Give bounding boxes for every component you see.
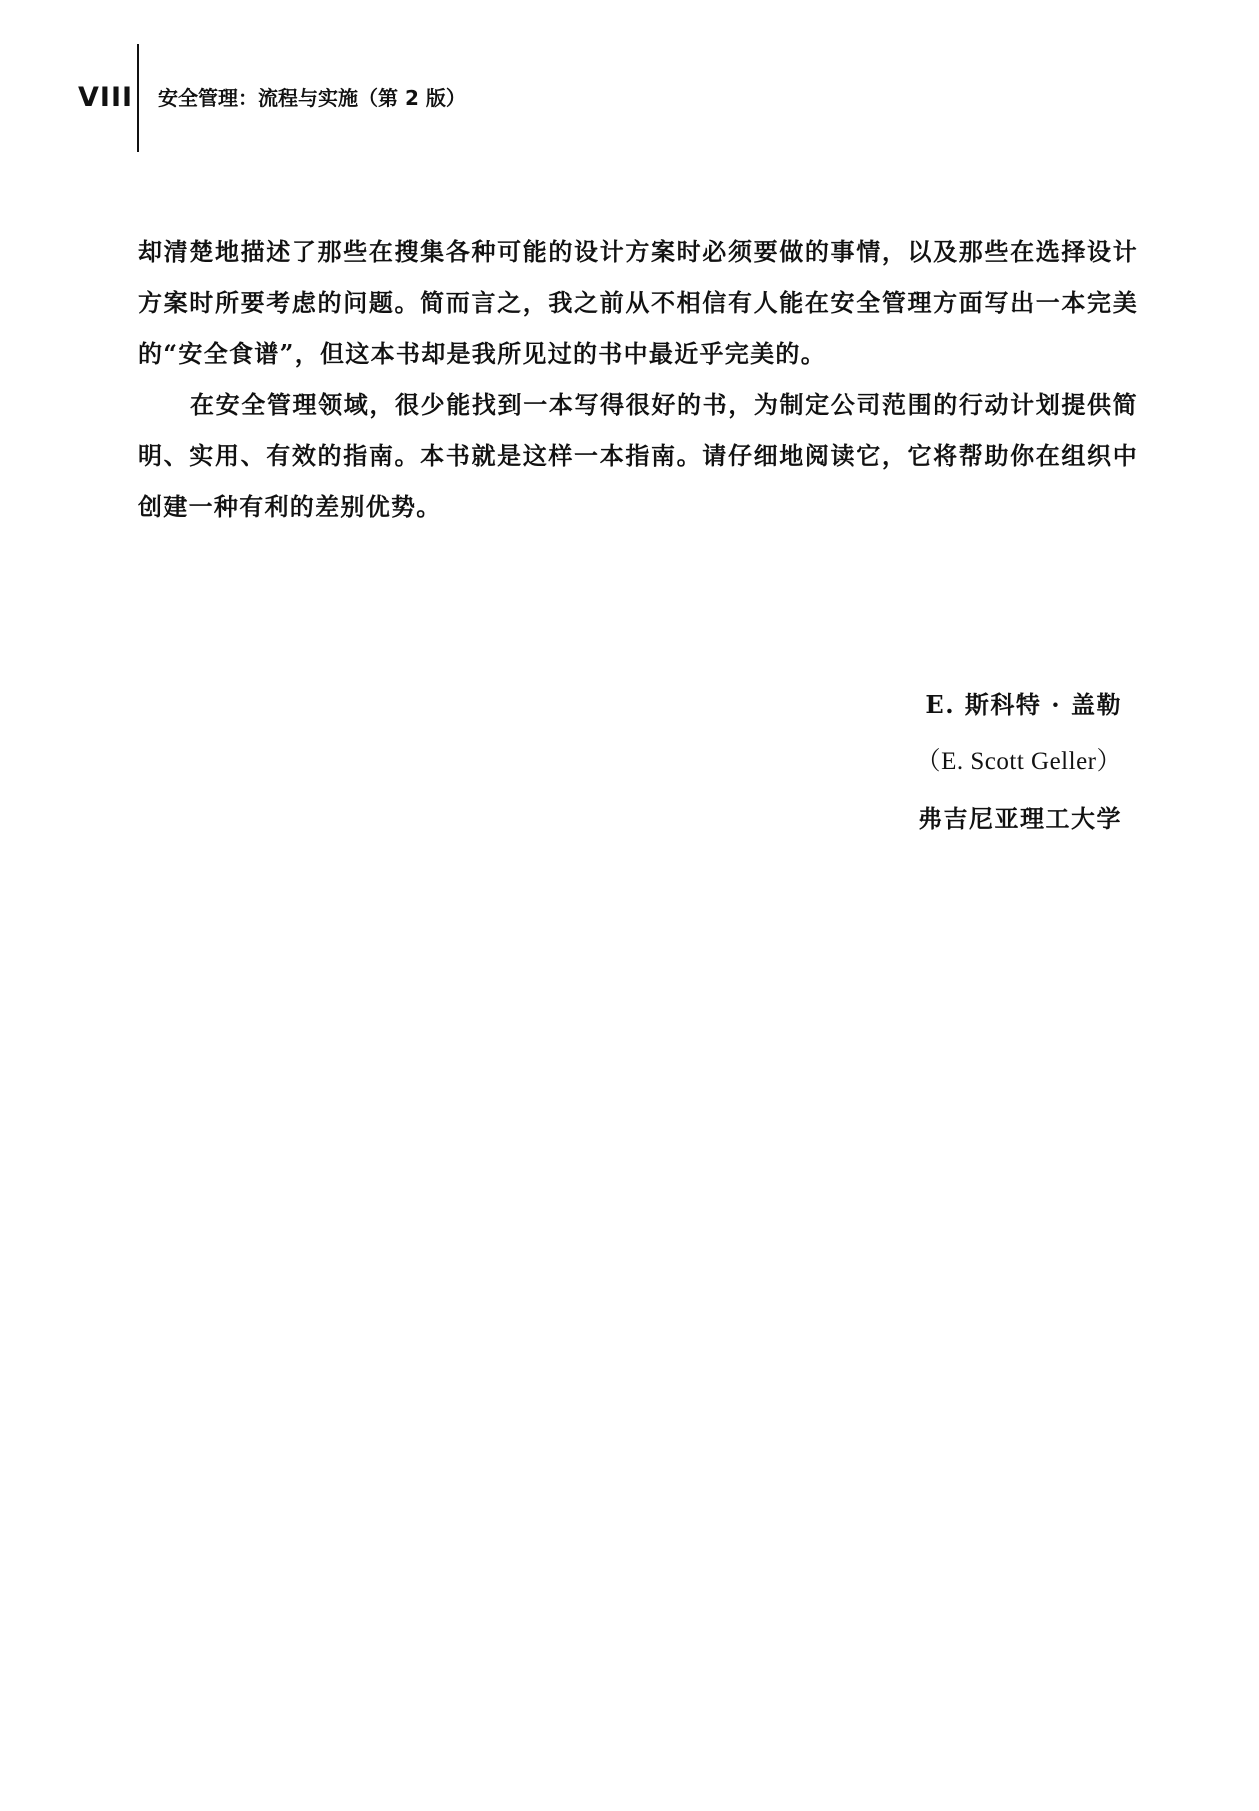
page-number: VIII bbox=[78, 82, 134, 113]
author-name-english: （E. Scott Geller） bbox=[915, 748, 1122, 775]
running-title: 安全管理：流程与实施（第 2 版） bbox=[158, 86, 466, 110]
paragraph: 在安全管理领域，很少能找到一本写得很好的书，为制定公司范围的行动计划提供简明、实用、有效的指南。本书就是这样一本指南。请仔细地阅读它，它将帮助你在组织中创建一种有利的差别优势。 bbox=[138, 390, 1138, 521]
header-divider bbox=[137, 44, 139, 152]
paragraph-continued: 却清楚地描述了那些在搜集各种可能的设计方案时必须要做的事情，以及那些在选择设计方案时所要考虑的问题。简而言之，我之前从不相信有人能在安全管理方面写出一本完美的“安全食谱”，但这本书却是我所见过的书中最近乎完美的。 bbox=[138, 237, 1138, 368]
signature-block bbox=[916, 676, 1122, 847]
author-name-chinese: E. 斯科特 · 盖勒 bbox=[925, 690, 1122, 719]
page-header bbox=[0, 0, 1259, 160]
author-affiliation: 弗吉尼亚理工大学 bbox=[918, 804, 1122, 833]
body-text bbox=[138, 226, 1138, 532]
